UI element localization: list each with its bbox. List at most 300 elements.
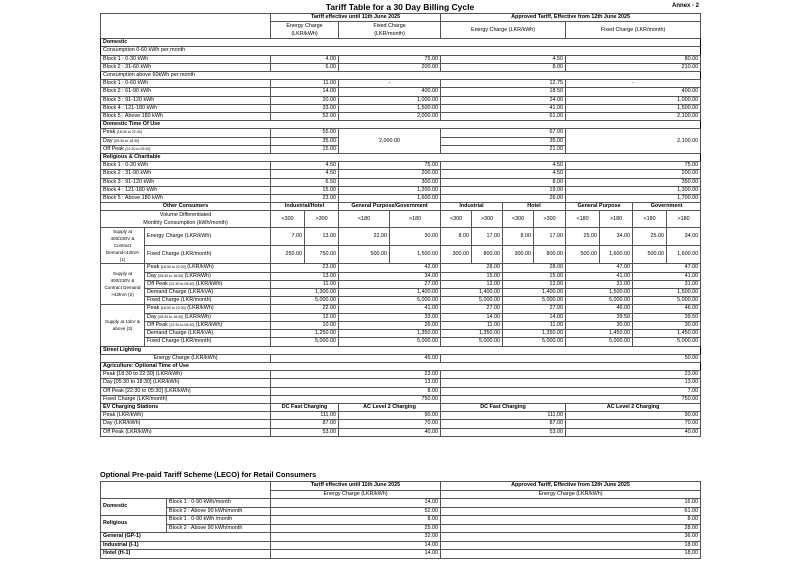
supply3-row bbox=[101, 321, 701, 329]
old-dc: 87.00 bbox=[271, 420, 339, 428]
row-label: Off Peak (LKR/kWh) bbox=[101, 428, 271, 436]
tou-row bbox=[101, 129, 701, 137]
value: 500.00 bbox=[566, 246, 600, 264]
old-energy: 14.00 bbox=[271, 88, 339, 96]
old-period-header: Tariff effective until 11th June 2025 bbox=[271, 14, 441, 22]
old-value: 8.00 bbox=[271, 516, 441, 525]
row-label: Block 1 : 0-30 kWh bbox=[101, 162, 271, 170]
time-range: [18:30 to 22:30] bbox=[116, 130, 142, 135]
pp-religious-row bbox=[101, 516, 701, 525]
value: 25.00 bbox=[633, 228, 667, 246]
value: 11.00 bbox=[503, 321, 566, 329]
value: 1,250.00 bbox=[271, 330, 339, 338]
time-range: [05:30 to 18:30] bbox=[114, 138, 140, 143]
new-value: 16.00 bbox=[441, 499, 701, 508]
row-label: Block 3 : 91-120 kWh bbox=[101, 96, 271, 104]
new-fixed: 350.00 bbox=[566, 178, 701, 186]
new-energy: 4.50 bbox=[441, 170, 566, 178]
religious-label: Religious bbox=[101, 516, 167, 533]
new-energy: 26.00 bbox=[441, 195, 566, 203]
value: 1,500.00 bbox=[566, 289, 633, 297]
unit: (LKR/kWh) bbox=[184, 313, 211, 320]
row-label: Energy Charge (LKR/kWh) bbox=[101, 354, 271, 362]
street-lighting-row bbox=[101, 354, 701, 362]
old-period-header: Tariff effective until 11th June 2025 bbox=[271, 482, 441, 491]
ev-row bbox=[101, 412, 701, 420]
value: 12.00 bbox=[503, 280, 566, 288]
value: 300.00 bbox=[503, 246, 534, 264]
label-text: Peak bbox=[103, 129, 116, 136]
domestic-low-label: Consumption 0-60 kWh per month bbox=[101, 47, 701, 55]
old-fixed: 75.00 bbox=[339, 162, 441, 170]
pp-other-row bbox=[101, 550, 701, 559]
value: 5,000.00 bbox=[339, 297, 441, 305]
value: 1,400.00 bbox=[339, 289, 441, 297]
value: 15.00 bbox=[441, 272, 503, 280]
new-fixed: - bbox=[566, 80, 701, 88]
header-row bbox=[101, 14, 701, 22]
section-row bbox=[101, 154, 701, 162]
value: 41.00 bbox=[339, 305, 441, 313]
value: 22.00 bbox=[271, 305, 339, 313]
section-row bbox=[101, 39, 701, 47]
value: 1,600.00 bbox=[667, 246, 701, 264]
ev-header-row bbox=[101, 403, 701, 411]
row-label: Block 1 : 0-30 kWh bbox=[101, 55, 271, 63]
supply1-row bbox=[101, 246, 701, 264]
value: 31.00 bbox=[566, 280, 633, 288]
value: 5,000.00 bbox=[339, 338, 441, 346]
old-energy: 4.50 bbox=[271, 162, 339, 170]
value: 27.00 bbox=[441, 305, 503, 313]
row-label bbox=[145, 330, 271, 338]
old-value: 8.00 bbox=[271, 387, 441, 395]
old-energy: 52.00 bbox=[271, 113, 339, 121]
value: 23.00 bbox=[271, 264, 339, 272]
new-fixed: 2,100.00 bbox=[566, 129, 701, 154]
new-value: 7.00 bbox=[441, 387, 701, 395]
religious-row bbox=[101, 178, 701, 186]
label-text: Demand Charge (LKR/kVA) bbox=[147, 289, 214, 296]
value: 8.00 bbox=[441, 228, 472, 246]
old-energy: 15.00 bbox=[271, 145, 339, 153]
value: 14.00 bbox=[441, 313, 503, 321]
label-text: Fixed Charge (LKR/month) bbox=[147, 297, 212, 304]
row-label: Block 5 : Above 180 kWh bbox=[101, 195, 271, 203]
value: 25.00 bbox=[566, 228, 600, 246]
value: 13.00 bbox=[305, 228, 339, 246]
new-value: 61.00 bbox=[441, 507, 701, 516]
volume-head: >180 bbox=[667, 211, 701, 228]
row-label bbox=[145, 338, 271, 346]
value: 39.50 bbox=[633, 313, 701, 321]
street-lighting-header: Street Lighting bbox=[101, 346, 701, 354]
new-value: 750.00 bbox=[441, 395, 701, 403]
old-fixed: 2,000.00 bbox=[339, 113, 441, 121]
value: 1,350.00 bbox=[339, 330, 441, 338]
new-fixed: 1,700.00 bbox=[566, 195, 701, 203]
row-label: Block 2 : Above 90 kWh/month bbox=[167, 507, 271, 516]
old-fixed: 1,000.00 bbox=[339, 96, 441, 104]
supply3-row bbox=[101, 305, 701, 313]
new-value: 28.00 bbox=[441, 524, 701, 533]
row-label: Industrial (I-1) bbox=[101, 541, 271, 550]
volume-head: >300 bbox=[534, 211, 566, 228]
time-range: [18:30 to 22:30] bbox=[160, 265, 186, 270]
domestic-header: Domestic bbox=[101, 39, 701, 47]
row-label: Block 1 : 0-90 kWh/month bbox=[167, 499, 271, 508]
row-label: Block 2 : 31-60 kWh bbox=[101, 63, 271, 71]
supply2-row bbox=[101, 264, 701, 272]
new-energy: 41.00 bbox=[441, 104, 566, 112]
other-consumers-header: Other Consumers bbox=[101, 203, 271, 211]
supply3-row bbox=[101, 313, 701, 321]
label-text: Day bbox=[103, 137, 113, 144]
value: 28.00 bbox=[503, 264, 566, 272]
new-fixed: 210.00 bbox=[566, 63, 701, 71]
value: 1,400.00 bbox=[503, 289, 566, 297]
new-energy: 8.00 bbox=[441, 178, 566, 186]
dc-header: DC Fast Charging bbox=[271, 403, 339, 411]
old-fixed: 75.00 bbox=[339, 55, 441, 63]
value: 15.00 bbox=[503, 272, 566, 280]
old-value: 750.00 bbox=[271, 395, 441, 403]
new-value: 23.00 bbox=[441, 371, 701, 379]
new-period-header: Approved Tariff, Effective from 12th June 2025 bbox=[441, 482, 701, 491]
row-label: Peak [18:30 to 22:30] (LKR/kWh) bbox=[101, 371, 271, 379]
agriculture-row bbox=[101, 379, 701, 387]
value: 14.00 bbox=[503, 313, 566, 321]
agriculture-row bbox=[101, 387, 701, 395]
value: 5,000.00 bbox=[566, 338, 633, 346]
prepaid-table bbox=[100, 481, 701, 559]
unit: (LKR/kWh) bbox=[195, 321, 223, 328]
group-header: Industrial bbox=[441, 203, 503, 211]
supply2-label: Supply at 400/230V & Contract Demand >42kVA (2) bbox=[101, 264, 145, 305]
row-label: Block 2 : 31-90 kWh bbox=[101, 170, 271, 178]
label-text: Peak bbox=[147, 264, 160, 271]
new-fixed: 2,100.00 bbox=[566, 113, 701, 121]
old-energy: 20.00 bbox=[271, 96, 339, 104]
religious-row bbox=[101, 186, 701, 194]
label-text: Day bbox=[147, 313, 157, 320]
pp-other-row bbox=[101, 533, 701, 542]
old-value: 23.00 bbox=[271, 371, 441, 379]
value: 11.00 bbox=[271, 280, 339, 288]
new-value: 18.00 bbox=[441, 541, 701, 550]
value: 1,450.00 bbox=[633, 330, 701, 338]
ac-header: AC Level 2 Charging bbox=[339, 403, 441, 411]
value: 500.00 bbox=[339, 246, 390, 264]
supply1-label: Supply at 400/230V & Contract Demand<42kVA (1) bbox=[101, 228, 145, 264]
old-energy: 15.00 bbox=[271, 186, 339, 194]
row-label: Peak (LKR/kWh) bbox=[101, 412, 271, 420]
group-header: Industrial/Hotel bbox=[271, 203, 339, 211]
old-ac: 70.00 bbox=[339, 420, 441, 428]
dc-header: DC Fast Charging bbox=[441, 403, 566, 411]
old-fixed-header bbox=[339, 22, 441, 39]
row-label bbox=[145, 321, 271, 329]
domestic-row bbox=[101, 55, 701, 63]
old-energy: 23.00 bbox=[271, 195, 339, 203]
value: 5,000.00 bbox=[441, 297, 503, 305]
agriculture-header: Agriculture: Optional Time of Use bbox=[101, 362, 701, 370]
ac-header: AC Level 2 Charging bbox=[566, 403, 701, 411]
value: 27.00 bbox=[339, 280, 441, 288]
row-label: Off Peak [22:30 to 05:30] (LKR/kWh) bbox=[101, 387, 271, 395]
value: 1,600.00 bbox=[600, 246, 633, 264]
row-label: Block 1 : 0-90 kWh /month bbox=[167, 516, 271, 525]
old-energy: 6.50 bbox=[271, 178, 339, 186]
value: 1,350.00 bbox=[503, 330, 566, 338]
label-text: Off Peak bbox=[103, 145, 124, 152]
value: 17.00 bbox=[472, 228, 503, 246]
value: 26.00 bbox=[339, 321, 441, 329]
new-fixed: 75.00 bbox=[566, 162, 701, 170]
domestic-row bbox=[101, 88, 701, 96]
old-energy: 33.00 bbox=[271, 104, 339, 112]
label-text: Demand Charge (LKR/kVA) bbox=[147, 330, 214, 337]
value: 1,450.00 bbox=[566, 330, 633, 338]
pp-other-row bbox=[101, 541, 701, 550]
value: 250.00 bbox=[271, 246, 305, 264]
value: 1,400.00 bbox=[441, 289, 503, 297]
value: 11.00 bbox=[441, 321, 503, 329]
new-energy: 8.00 bbox=[441, 63, 566, 71]
value: 34.00 bbox=[600, 228, 633, 246]
volume-head: <180 bbox=[633, 211, 667, 228]
time-range: [05:30 to 18:30] bbox=[158, 273, 184, 278]
value: 5,000.00 bbox=[441, 338, 503, 346]
value: 47.00 bbox=[566, 264, 633, 272]
value: 33.00 bbox=[339, 313, 441, 321]
new-fixed: 80.00 bbox=[566, 55, 701, 63]
old-value: 14.00 bbox=[271, 499, 441, 508]
new-energy: 61.00 bbox=[441, 113, 566, 121]
value: 41.00 bbox=[633, 272, 701, 280]
value: 8.00 bbox=[503, 228, 534, 246]
row-label bbox=[145, 280, 271, 288]
domestic-row bbox=[101, 104, 701, 112]
old-fixed: 200.00 bbox=[339, 170, 441, 178]
row-label: Day (LKR/kWh) bbox=[101, 420, 271, 428]
unit: (LKR/kWh) bbox=[184, 272, 211, 279]
value: 5,000.00 bbox=[503, 338, 566, 346]
energy-header: Energy Charge (LKR/kWh) bbox=[441, 490, 701, 499]
row-label: Fixed Charge (LKR/month) bbox=[101, 395, 271, 403]
new-energy: 21.00 bbox=[441, 145, 566, 153]
old-energy-header bbox=[271, 22, 339, 39]
agriculture-row bbox=[101, 371, 701, 379]
new-fixed: 200.00 bbox=[566, 170, 701, 178]
old-value: 14.00 bbox=[271, 550, 441, 559]
new-fixed: 1,300.00 bbox=[566, 186, 701, 194]
religious-header: Religious & Charitable bbox=[101, 154, 701, 162]
value: 300.00 bbox=[441, 246, 472, 264]
value: 1,500.00 bbox=[633, 289, 701, 297]
group-header: General Purpose/Government bbox=[339, 203, 441, 211]
old-energy: 6.00 bbox=[271, 63, 339, 71]
subsection-row bbox=[101, 72, 701, 80]
row-label: Fixed Charge (LKR/month) bbox=[145, 246, 271, 264]
energy-header: Energy Charge (LKR/kWh) bbox=[271, 490, 441, 499]
value: 30.00 bbox=[633, 321, 701, 329]
unit: (LKR/kWh) bbox=[187, 305, 214, 312]
subsection-row bbox=[101, 47, 701, 55]
row-label: Block 4 : 121-180 kWh bbox=[101, 104, 271, 112]
supply2-row bbox=[101, 272, 701, 280]
old-value: 32.00 bbox=[271, 533, 441, 542]
row-label: Day [05:30 to 18:30] (LKR/kWh) bbox=[101, 379, 271, 387]
value: 5,000.00 bbox=[566, 297, 633, 305]
new-energy: 67.00 bbox=[441, 129, 566, 137]
blank-header bbox=[101, 482, 271, 499]
new-value: 13.00 bbox=[441, 379, 701, 387]
domestic-label: Domestic bbox=[101, 499, 167, 516]
time-range: [05:30 to 18:30] bbox=[158, 314, 184, 319]
religious-row bbox=[101, 162, 701, 170]
header-text: Fixed Charge bbox=[373, 23, 406, 30]
new-energy: 35.00 bbox=[441, 137, 566, 145]
value: 1,500.00 bbox=[390, 246, 441, 264]
label-text: Off Peak bbox=[147, 280, 168, 287]
label-text: Volume Differentiated bbox=[159, 212, 212, 219]
domestic-row bbox=[101, 113, 701, 121]
domestic-tou-header: Domestic Time Of Use bbox=[101, 121, 701, 129]
value: 10.00 bbox=[271, 321, 339, 329]
new-fixed-header: Fixed Charge (LKR/month) bbox=[566, 22, 701, 39]
label-text: Fixed Charge (LKR/month) bbox=[147, 338, 212, 345]
value: 46.00 bbox=[633, 305, 701, 313]
new-fixed: 1,000.00 bbox=[566, 96, 701, 104]
new-dc: 111.00 bbox=[441, 412, 566, 420]
row-label: Block 4 : 121-180 kWh bbox=[101, 186, 271, 194]
domestic-row bbox=[101, 80, 701, 88]
row-label bbox=[145, 297, 271, 305]
value: 5,000.00 bbox=[271, 338, 339, 346]
supply1-row bbox=[101, 228, 701, 246]
old-value: 13.00 bbox=[271, 379, 441, 387]
new-energy-header: Energy Charge (LKR/kWh) bbox=[441, 22, 566, 39]
new-fixed: 400.00 bbox=[566, 88, 701, 96]
time-range: [22:30 to 05:30] bbox=[125, 146, 151, 151]
supply2-row bbox=[101, 297, 701, 305]
header-text: (LKR/kWh) bbox=[291, 31, 318, 38]
ev-header: EV Charging Stations bbox=[101, 403, 271, 411]
domestic-high-label: Consumption above 60kWh per month bbox=[101, 72, 701, 80]
old-ac: 90.00 bbox=[339, 412, 441, 420]
value: 5,000.00 bbox=[633, 338, 701, 346]
new-energy: 12.75 bbox=[441, 80, 566, 88]
supply3-row bbox=[101, 330, 701, 338]
row-label bbox=[145, 289, 271, 297]
value: 30.00 bbox=[390, 228, 441, 246]
row-label: Energy Charge (LKR/kWh) bbox=[145, 228, 271, 246]
value: 12.00 bbox=[441, 280, 503, 288]
volume-row bbox=[101, 211, 701, 228]
unit: (LKR/kWh) bbox=[195, 280, 223, 287]
row-label: Block 2 : 61-90 kWh bbox=[101, 88, 271, 96]
row-label: Block 2 : Above 90 kWh/month bbox=[167, 524, 271, 533]
old-energy: 11.00 bbox=[271, 80, 339, 88]
label-text: Day bbox=[147, 272, 157, 279]
volume-head: <300 bbox=[441, 211, 472, 228]
new-value: 8.00 bbox=[441, 516, 701, 525]
volume-label bbox=[101, 211, 271, 228]
supply2-row bbox=[101, 280, 701, 288]
volume-head: <180 bbox=[339, 211, 390, 228]
group-header: Government bbox=[633, 203, 701, 211]
volume-head: >300 bbox=[472, 211, 503, 228]
row-label: Block 1 : 0-60 kWh bbox=[101, 80, 271, 88]
value: 5,000.00 bbox=[271, 297, 339, 305]
old-fixed: 300.00 bbox=[339, 178, 441, 186]
pp-religious-row bbox=[101, 524, 701, 533]
old-value: 45.00 bbox=[271, 354, 441, 362]
volume-head: <300 bbox=[271, 211, 305, 228]
volume-head: <300 bbox=[503, 211, 534, 228]
old-energy: 55.00 bbox=[271, 129, 339, 137]
value: 39.50 bbox=[566, 313, 633, 321]
group-header: General Purpose bbox=[566, 203, 633, 211]
value: 7.00 bbox=[271, 228, 305, 246]
value: 34.00 bbox=[667, 228, 701, 246]
old-fixed: - bbox=[339, 80, 441, 88]
new-dc: 87.00 bbox=[441, 420, 566, 428]
old-ac: 40.00 bbox=[339, 428, 441, 436]
row-label bbox=[101, 145, 271, 153]
pp-domestic-row bbox=[101, 507, 701, 516]
value: 42.00 bbox=[339, 264, 441, 272]
label-text: Monthly Consumption (kWh/month) bbox=[143, 220, 228, 227]
value: 30.00 bbox=[566, 321, 633, 329]
old-fixed: 1,200.00 bbox=[339, 186, 441, 194]
other-header-row bbox=[101, 203, 701, 211]
value: 5,000.00 bbox=[503, 297, 566, 305]
row-label: Block 3 : 91-120 kWh bbox=[101, 178, 271, 186]
religious-row bbox=[101, 195, 701, 203]
tariff-table bbox=[100, 13, 701, 437]
domestic-row bbox=[101, 63, 701, 71]
supply3-row bbox=[101, 338, 701, 346]
row-label bbox=[101, 137, 271, 145]
supply2-row bbox=[101, 289, 701, 297]
label-text: Peak bbox=[147, 305, 160, 312]
value: 5,000.00 bbox=[633, 297, 701, 305]
supply3-label: Supply at 11kV & above (3) bbox=[101, 305, 145, 346]
old-fixed: 1,600.00 bbox=[339, 195, 441, 203]
value: 1,300.00 bbox=[271, 289, 339, 297]
section-row bbox=[101, 362, 701, 370]
section-row bbox=[101, 121, 701, 129]
unit: (LKR/kWh) bbox=[187, 264, 214, 271]
volume-head: >180 bbox=[600, 211, 633, 228]
agriculture-row bbox=[101, 395, 701, 403]
ev-row bbox=[101, 428, 701, 436]
value: 41.00 bbox=[566, 272, 633, 280]
value: 500.00 bbox=[633, 246, 667, 264]
row-label bbox=[145, 313, 271, 321]
old-energy: 35.00 bbox=[271, 137, 339, 145]
section-row bbox=[101, 346, 701, 354]
new-ac: 90.00 bbox=[566, 412, 701, 420]
volume-head: >180 bbox=[390, 211, 441, 228]
row-label: General (GP-1) bbox=[101, 533, 271, 542]
pp-domestic-row bbox=[101, 499, 701, 508]
volume-head: <180 bbox=[566, 211, 600, 228]
new-dc: 53.00 bbox=[441, 428, 566, 436]
value: 12.00 bbox=[271, 313, 339, 321]
